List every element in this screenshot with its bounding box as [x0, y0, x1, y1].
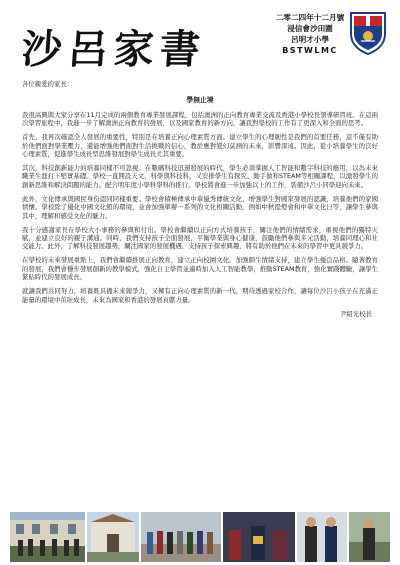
- letter-paragraph: 在學校的未來發展重點上，我們會繼續推展正向教育，建立正向校園文化，加強師生情緒支持，建立學生優良品格。隨著教育的發展，我們會穩步發展創新的教學模式，強化自主學習並適時加入人工智能教學，推動STEAM教育，強化實踐體驗，讓學生緊貼時代的發展成長。: [22, 256, 378, 282]
- letter-paragraph: 我很高興與大家分享在11月完成的兩個教育專業發展課程，包括澳洲的正向教育專業交流及香港小學校長領導研習班。在這兩次學習旅程中，我進一步了解澳洲正向教育的發展，以及國家教育的新方向，讓我對學校的工作有了更深入和全面的思考。: [22, 110, 378, 128]
- letter-salutation: 各位親愛的家長：: [22, 80, 74, 88]
- photo-speaker: [349, 512, 390, 562]
- letter-paragraph: 就讓我們共同努力，培養既具備未來競爭力，又擁有正向心理素質的新一代。期待透過家校合作，讓每位沙呂小孩子在充滿正能量的環境中茁壯成長，未來為國家和香港的發展貢獻力量。: [22, 287, 378, 304]
- newsletter-title: 沙呂家書: [20, 26, 208, 73]
- letter-paragraph: 其次，科技創新能力的培養同樣不可忽視。在數碼科技迅速發展的時代，學生必須掌握人工智能和數字科技的應用，以為未來職業生涯打下堅實基礎。學校一直開設天文、科學與科技科，又安排學生有探究、動手做和STEAM等相關課程，以激發學生的創新思維和解決問題的能力。配合明年度小學科學科的推行，學校將會進一步加強以上的工作，裝備沙呂小同學迎向未來。: [22, 164, 378, 189]
- school-name-line1: 浸信會沙田圍: [287, 24, 333, 33]
- school-abbreviation: BSTWLMC: [282, 46, 338, 55]
- issue-date: 二零二四年十二月號: [275, 13, 345, 22]
- photo-strip: [10, 512, 390, 562]
- issue-info: [274, 12, 346, 56]
- photo-staff-pair: [297, 512, 347, 562]
- letter-paragraph: 此外，文化傳承與國民身份認同同樣重要。學校會積極傳承中華優秀傳統文化，增強學生對國家發展的認識，培養他們的家國情懷。學校除了優化中國文化館的環境，並會加強單辦一系列的文化相關活動，例如中秋提燈會和中華文化日等，讓學生參與其中，理解和感受文化的魅力。: [22, 194, 378, 220]
- school-crest-logo: [348, 10, 388, 56]
- letter-paragraph: 首先，我再次確認全人發展的重要性，特別是在培養正向心理素質方面。建立學生的心理韌性是我們的首要任務，這不僅有助於他們面對學業壓力，還能增強他們面對生活挑戰的信心，教於應對變幻莫測的未來，影響深遠。因此，從小培養學生的良好心理素質，促進學生成長型思維發展對學生成長尤其重要。: [22, 133, 378, 159]
- newsletter-header: [0, 0, 400, 78]
- letter-paragraph: 我十分感謝家長在學校大小事務的參與和付出。學校會繼續以正向方式培養孩子，關注他們的情緒需求，重視他們的獨特天賦，並建立良好的親子溝通。同時，我們支持孩子全面發展，平衡學業與身心健康，鼓勵他們參與多元活動，培養同理心和社交能力。此外，了解科技發展趨勢，關注國家的發展機遇，支持孩子探索興趣，將有助於他們在未來的學習中更具競爭力。: [22, 225, 378, 251]
- photo-workshop-group: [141, 512, 221, 562]
- photo-school-building: [87, 512, 139, 562]
- photo-award-ceremony: [223, 512, 295, 562]
- letter-subject: 學無止境: [186, 96, 214, 105]
- photo-building-group: [10, 512, 85, 562]
- letter-signature: 尹紹光校長: [340, 309, 372, 318]
- principal-letter: [22, 80, 378, 324]
- school-name-line2: 呂明才小學: [291, 35, 329, 44]
